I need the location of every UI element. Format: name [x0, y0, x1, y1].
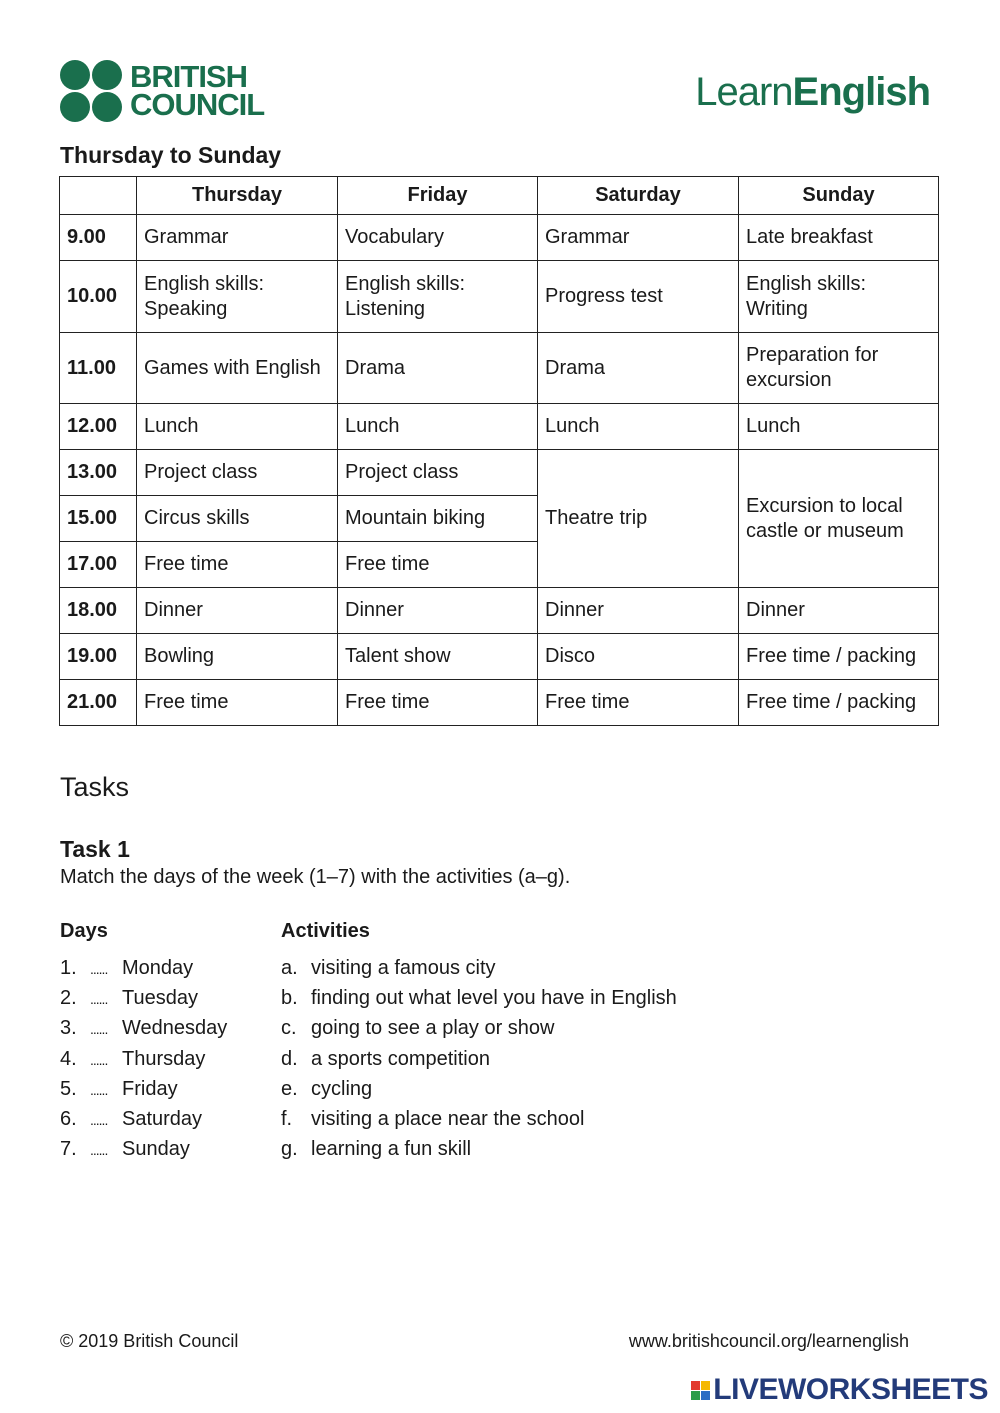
saturday-merged-cell: Theatre trip [538, 450, 739, 588]
day-label: Thursday [122, 1047, 206, 1070]
list-item [281, 1075, 677, 1105]
table-cell: Talent show [338, 634, 538, 680]
time-cell: 17.00 [60, 542, 137, 588]
item-letter: e. [281, 1077, 298, 1100]
cell-line: excursion [746, 369, 832, 391]
cell-line: Writing [746, 297, 808, 320]
cell-line: Speaking [144, 297, 228, 320]
list-item [60, 1135, 227, 1165]
table-row [60, 588, 939, 634]
item-letter: a. [281, 957, 298, 979]
table-cell: Free time [338, 680, 538, 726]
cell-line: castle or museum [746, 519, 904, 542]
time-cell: 21.00 [60, 680, 137, 726]
table-cell: Circus skills [137, 496, 338, 542]
table-row [60, 333, 939, 404]
days-heading: Days [60, 920, 108, 942]
cell-line: English skills: [345, 272, 466, 295]
time-cell: 19.00 [60, 634, 137, 680]
header-empty-cell [60, 177, 137, 215]
list-item [60, 1075, 227, 1105]
copyright: © 2019 British Council [60, 1331, 239, 1351]
table-row [60, 404, 939, 450]
table-cell: Grammar [538, 215, 739, 261]
table-cell: Lunch [538, 404, 739, 450]
table-cell: Lunch [739, 404, 939, 450]
time-cell: 13.00 [60, 450, 137, 496]
table-cell [739, 261, 939, 333]
table-row [60, 450, 939, 496]
brand-line-2: COUNCIL [130, 87, 265, 122]
table-cell: Project class [338, 450, 538, 496]
day-label: Monday [122, 957, 194, 979]
table-row [60, 634, 939, 680]
list-item [281, 1135, 677, 1165]
activities-list [281, 954, 677, 1165]
learnenglish-logo-part2: English [792, 70, 930, 114]
table-cell: Disco [538, 634, 739, 680]
table-cell: Free time [137, 680, 338, 726]
schedule-title: Thursday to Sunday [60, 142, 282, 168]
header-friday: Friday [338, 177, 538, 215]
day-label: Sunday [122, 1138, 190, 1161]
schedule-table [59, 176, 939, 726]
list-item [60, 1105, 227, 1135]
answer-blank[interactable]: ...... [90, 991, 108, 1008]
table-cell: Late breakfast [739, 215, 939, 261]
item-letter: g. [281, 1138, 298, 1161]
list-item [281, 1045, 677, 1075]
item-number: 6. [60, 1107, 77, 1130]
table-cell: Free time / packing [739, 680, 939, 726]
item-number: 1. [60, 957, 77, 979]
table-row [60, 261, 939, 333]
table-cell: Drama [338, 333, 538, 404]
answer-blank[interactable]: ...... [90, 1051, 108, 1068]
answer-blank[interactable]: ...... [90, 961, 108, 977]
answer-blank[interactable]: ...... [90, 1111, 108, 1128]
list-item [281, 1105, 677, 1135]
answer-blank[interactable]: ...... [90, 1142, 108, 1159]
cell-line: English skills: [746, 272, 867, 295]
item-number: 2. [60, 987, 77, 1010]
table-cell: Drama [538, 333, 739, 404]
item-number: 5. [60, 1077, 77, 1100]
cell-line: Preparation for [746, 344, 879, 366]
schedule-header-row [60, 177, 939, 215]
item-letter: c. [281, 1017, 297, 1040]
table-cell: Vocabulary [338, 215, 538, 261]
list-item [60, 1014, 227, 1044]
tasks-heading: Tasks [60, 772, 130, 802]
learnenglish-logo-part1: Learn [695, 70, 793, 114]
table-cell: Free time / packing [739, 634, 939, 680]
table-cell: Free time [137, 542, 338, 588]
table-cell: Dinner [338, 588, 538, 634]
item-number: 4. [60, 1047, 77, 1070]
table-cell: Free time [338, 542, 538, 588]
answer-blank[interactable]: ...... [90, 1021, 108, 1038]
activities-heading: Activities [281, 920, 370, 942]
day-label: Saturday [122, 1107, 203, 1130]
item-letter: b. [281, 987, 298, 1010]
time-cell: 18.00 [60, 588, 137, 634]
time-cell: 10.00 [60, 261, 137, 333]
answer-blank[interactable]: ...... [90, 1081, 108, 1098]
table-cell: Progress test [538, 261, 739, 333]
activity-label: visiting a place near the school [311, 1107, 585, 1130]
table-cell: Free time [538, 680, 739, 726]
time-cell: 15.00 [60, 496, 137, 542]
time-cell: 12.00 [60, 404, 137, 450]
cell-line: Excursion to local [746, 494, 903, 517]
item-number: 3. [60, 1017, 77, 1040]
day-label: Friday [122, 1077, 178, 1100]
header-thursday: Thursday [137, 177, 338, 215]
table-cell: Lunch [338, 404, 538, 450]
list-item [60, 984, 227, 1014]
british-council-logo [60, 60, 264, 122]
cell-line: English skills: [144, 272, 265, 295]
table-cell: Bowling [137, 634, 338, 680]
list-item [281, 984, 677, 1014]
british-council-wordmark [130, 59, 265, 122]
table-cell: Dinner [137, 588, 338, 634]
days-list [60, 954, 227, 1165]
table-cell: Mountain biking [338, 496, 538, 542]
brand-line-1: BRITISH [130, 59, 247, 94]
watermark-text: LIVEWORKSHEETS [713, 1373, 988, 1406]
time-cell: 9.00 [60, 215, 137, 261]
list-item [281, 1014, 677, 1044]
task1-title: Task 1 [60, 836, 130, 862]
footer-url[interactable]: www.britishcouncil.org/learnenglish [628, 1331, 909, 1351]
activity-label: going to see a play or show [311, 1017, 555, 1040]
activity-label: learning a fun skill [311, 1138, 472, 1161]
day-label: Wednesday [122, 1017, 228, 1040]
table-cell: Grammar [137, 215, 338, 261]
table-cell: Project class [137, 450, 338, 496]
table-cell [739, 333, 939, 404]
time-cell: 11.00 [60, 333, 137, 404]
activity-label: a sports competition [311, 1047, 490, 1070]
header-sunday: Sunday [739, 177, 939, 215]
table-row [60, 680, 939, 726]
item-number: 7. [60, 1138, 77, 1161]
table-cell: Dinner [739, 588, 939, 634]
table-cell: Lunch [137, 404, 338, 450]
task1-instruction: Match the days of the week (1–7) with the activities (a–g). [60, 866, 571, 888]
table-cell: Games with English [137, 333, 338, 404]
liveworksheets-watermark [691, 1373, 988, 1407]
header-saturday: Saturday [538, 177, 739, 215]
table-row [60, 215, 939, 261]
liveworksheets-blocks-icon [691, 1381, 710, 1400]
item-letter: d. [281, 1047, 298, 1070]
activity-label: finding out what level you have in English [311, 987, 677, 1010]
list-item [60, 1045, 227, 1075]
cell-line: Listening [345, 297, 426, 320]
british-council-dots-icon [60, 60, 122, 122]
table-cell [137, 261, 338, 333]
learnenglish-logo [695, 70, 930, 115]
list-item [60, 954, 227, 984]
table-cell [338, 261, 538, 333]
day-label: Tuesday [122, 987, 198, 1010]
item-letter: f. [281, 1107, 293, 1130]
activity-label: visiting a famous city [311, 957, 496, 979]
activity-label: cycling [311, 1077, 373, 1100]
table-cell: Dinner [538, 588, 739, 634]
list-item [281, 954, 677, 984]
sunday-merged-cell [739, 450, 939, 588]
